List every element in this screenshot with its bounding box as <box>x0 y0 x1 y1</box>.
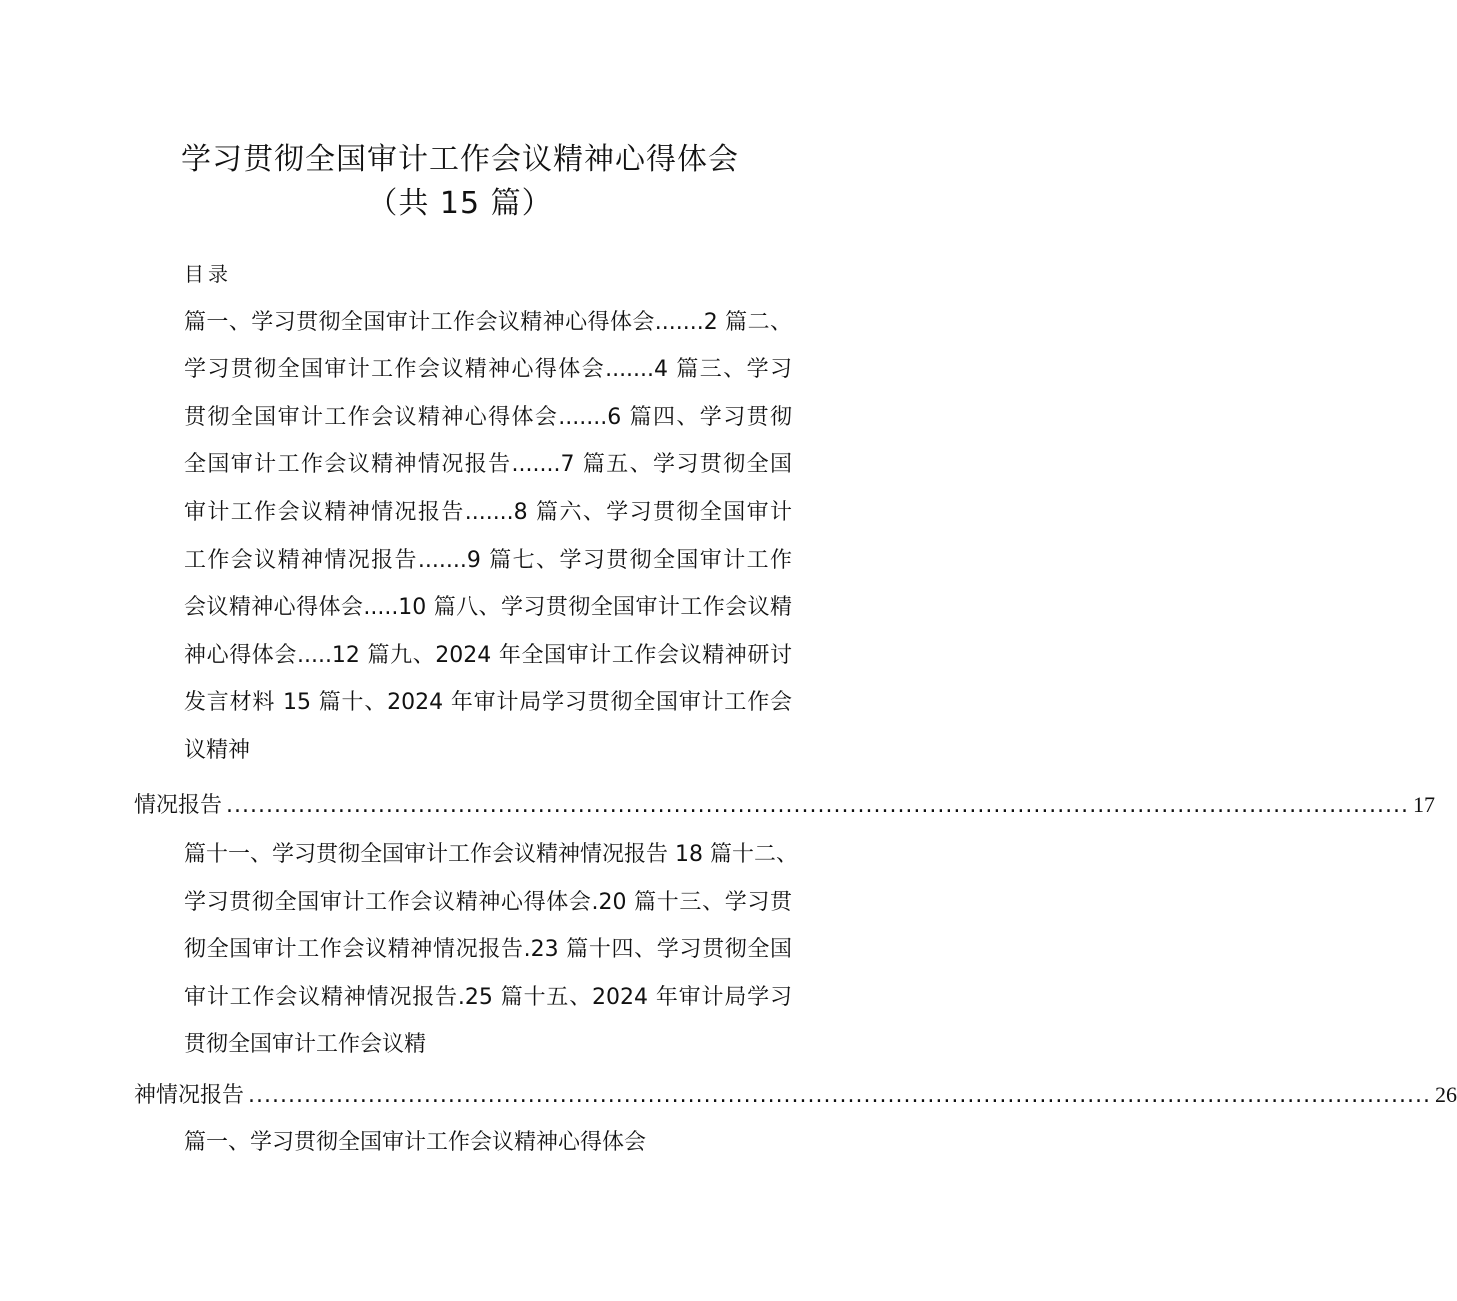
toc-line: 篇十一、学习贯彻全国审计工作会议精神情况报告 18 篇十二、 <box>184 842 798 867</box>
document-title: 学习贯彻全国审计工作会议精神心得体会 <box>181 142 739 177</box>
toc-line: 篇一、学习贯彻全国审计工作会议精神心得体会.......2 篇二、 <box>184 310 792 335</box>
section-heading: 篇一、学习贯彻全国审计工作会议精神心得体会 <box>184 1130 647 1155</box>
toc-line: 贯彻全国审计工作会议精神心得体会.......6 篇四、学习贯彻 <box>184 405 792 430</box>
toc-line: 工作会议精神情况报告.......9 篇七、学习贯彻全国审计工作 <box>184 548 792 573</box>
document-subtitle: （共 15 篇） <box>367 186 553 221</box>
toc-page-number: 26 <box>1435 1082 1457 1107</box>
dot-leader: .................................................................................................................................................... <box>226 793 1410 818</box>
toc-line: 神心得体会.....12 篇九、2024 年全国审计工作会议精神研讨 <box>184 643 792 668</box>
toc-page-number: 17 <box>1413 792 1436 817</box>
toc-line: 会议精神心得体会.....10 篇八、学习贯彻全国审计工作会议精 <box>184 595 792 620</box>
toc-line: 全国审计工作会议精神情况报告.......7 篇五、学习贯彻全国 <box>184 452 792 477</box>
toc-entry-text: 神情况报告 <box>134 1083 245 1108</box>
toc-entry-text: 情况报告 <box>134 793 223 818</box>
toc-line: 贯彻全国审计工作会议精 <box>184 1032 427 1057</box>
toc-line: 学习贯彻全国审计工作会议精神心得体会.20 篇十三、学习贯 <box>184 890 792 915</box>
dot-leader: .................................................................................................................................................... <box>248 1083 1432 1108</box>
toc-entry-leader <box>134 1080 1457 1111</box>
toc-line: 彻全国审计工作会议精神情况报告.23 篇十四、学习贯彻全国 <box>184 937 792 962</box>
toc-heading: 目录 <box>184 262 232 286</box>
toc-line: 发言材料 15 篇十、2024 年审计局学习贯彻全国审计工作会 <box>184 690 792 715</box>
toc-line: 审计工作会议精神情况报告.25 篇十五、2024 年审计局学习 <box>184 985 792 1010</box>
toc-line: 议精神 <box>184 738 251 763</box>
toc-line: 学习贯彻全国审计工作会议精神心得体会.......4 篇三、学习 <box>184 357 792 382</box>
toc-entry-leader <box>134 790 1436 821</box>
toc-line: 审计工作会议精神情况报告.......8 篇六、学习贯彻全国审计 <box>184 500 792 525</box>
